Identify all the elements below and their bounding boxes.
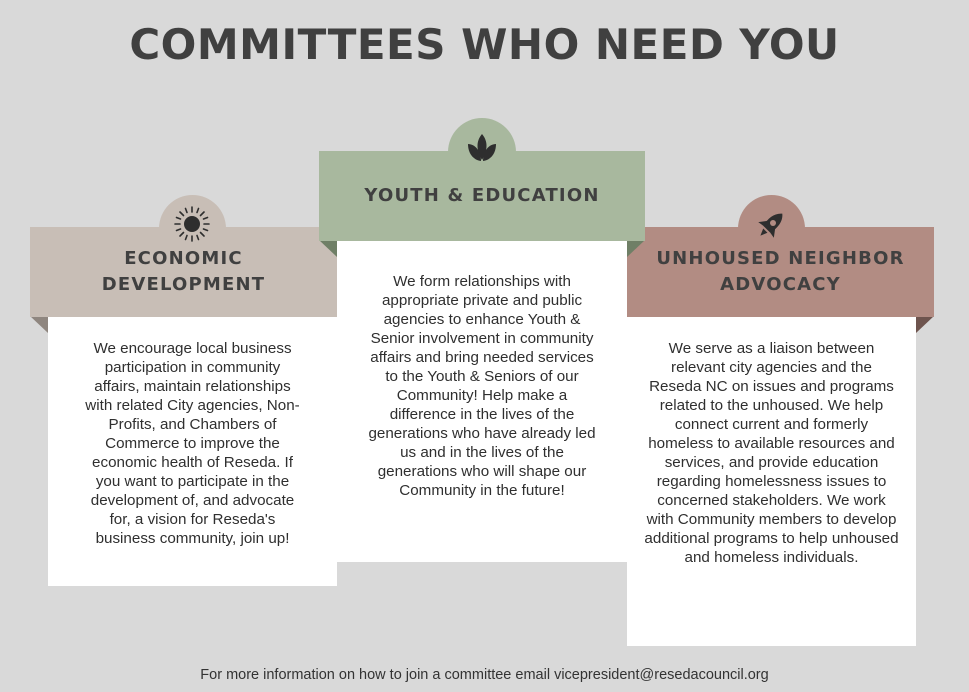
banner-fold-right — [916, 316, 934, 333]
committee-title-line: DEVELOPMENT — [101, 274, 266, 295]
committee-title-line: ECONOMIC — [124, 248, 243, 269]
page-title: COMMITTEES WHO NEED YOU — [129, 20, 840, 69]
committee-description-economic: We encourage local business participation in community affairs, maintain relationships with related City agencies, Non-Profits, and Chambers of Commerce to improve the economic health of Reseda. If you want to participate in the development of, and advocate for, a vision for Reseda's business community, join up! — [48, 317, 337, 586]
committee-title-line: UNHOUSED NEIGHBOR — [656, 248, 905, 269]
committee-title: YOUTH & EDUCATION — [364, 185, 600, 206]
committee-description-youth: We form relationships with appropriate private and public agencies to enhance Youth & Senior involvement in community affairs and bring needed services to the Youth & Seniors of our Community! Help make a difference in the lives of the generations who have already led us and in the lives of the generations who will shape our Community in the future! — [337, 241, 627, 562]
banner-fold-right — [627, 240, 645, 257]
sprout-icon — [462, 130, 502, 170]
committee-description-unhoused: We serve as a liaison between relevant city agencies and the Reseda NC on issues and programs related to the unhoused. We help connect current and formerly homeless to available resources and services, and provide education regarding homelessness issues to concerned stakeholders. We work with Community members to develop additional programs to help unhoused and homeless individuals. — [627, 317, 916, 646]
banner-fold-left — [30, 316, 48, 333]
rocket-icon — [752, 206, 790, 244]
banner-fold-left — [319, 240, 337, 257]
committee-title-line: ADVOCACY — [720, 274, 841, 295]
sun-icon — [173, 205, 211, 243]
contact-footer: For more information on how to join a committee email vicepresident@resedacouncil.org — [200, 667, 769, 683]
